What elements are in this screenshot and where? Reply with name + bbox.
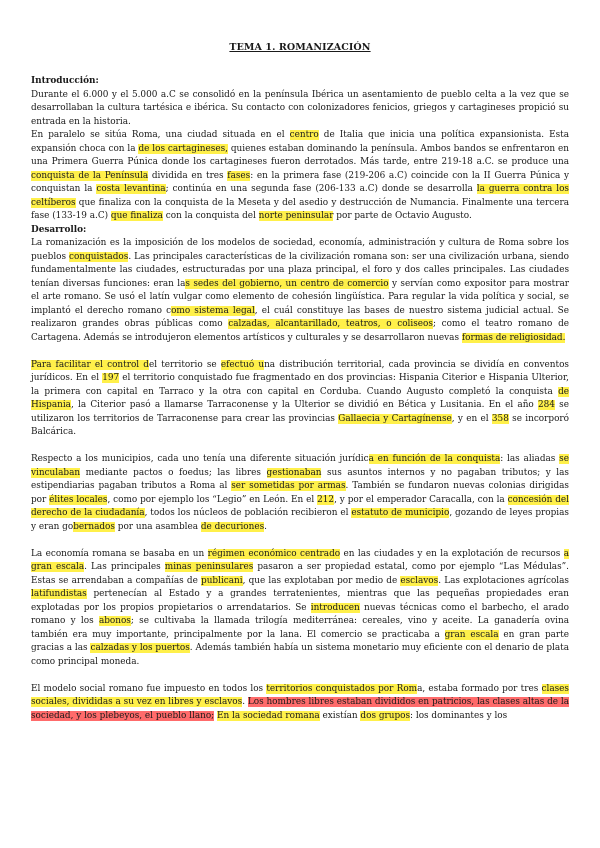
highlight-yellow: fases xyxy=(227,170,251,181)
document-body xyxy=(31,75,569,723)
highlight-yellow: esclavos xyxy=(400,575,439,586)
paragraph xyxy=(31,683,569,724)
paragraph xyxy=(31,453,569,534)
text-run: dividida en tres xyxy=(148,170,228,181)
text-run: quienes estaban dominando la península. Ambos bandos se enfrentaron en una Primera Guerra Púnica donde los cartagineses fueron derrotados. Más tarde, entre 219-18 a.C. se produce una xyxy=(31,143,569,167)
highlight-yellow: 284 xyxy=(538,400,555,410)
text-run: : las aliadas xyxy=(500,454,560,464)
highlight-yellow: calzadas y los puertos xyxy=(90,643,190,653)
highlight-yellow: concesión del derecho de la ciudadanía xyxy=(31,494,569,518)
highlight-yellow: formas de religiosidad. xyxy=(461,332,566,343)
text-run: , todos los núcleos de población recibieron el xyxy=(144,508,352,518)
paragraph xyxy=(31,359,569,440)
highlight-yellow: a gran escala xyxy=(31,548,569,572)
highlight-yellow: clases sociales, divididas a su vez en libres y esclavos xyxy=(31,683,569,707)
text-run: con la conquista del xyxy=(162,211,259,221)
highlight-yellow: ser sometidas por armas xyxy=(231,481,346,491)
text-run: que finaliza con la conquista de la Meseta y del asedio y destrucción de Numancia. Finalmente una tercera fase (133-19 a.C) xyxy=(31,197,569,221)
text-run: existían xyxy=(319,710,361,721)
highlight-yellow: efectuó u xyxy=(220,359,265,370)
highlight-yellow: costa levantina xyxy=(96,184,166,194)
paragraph-spacer xyxy=(31,669,569,683)
text-run: , y por el emperador Caracalla, con la xyxy=(334,494,508,505)
text-run: Respecto a los municipios, cada uno tenía una diferente situación jurídic xyxy=(31,454,369,464)
text-run: , que las explotaban por medio de xyxy=(242,575,401,586)
highlight-yellow: 212 xyxy=(317,494,335,505)
highlight-yellow: la guerra contra los celtíberos xyxy=(31,184,569,208)
highlight-yellow: 358 xyxy=(491,413,509,424)
highlight-yellow: gran escala xyxy=(444,629,499,640)
highlight-yellow: s sedes del gobierno, un centro de comercio xyxy=(185,278,389,289)
text-run: La economía romana se basaba en un xyxy=(31,548,208,559)
highlight-red: Los hombres libres estaban divididos en patricios, las clases altas de la sociedad, y los plebeyos, el pueblo llano; xyxy=(31,697,569,721)
text-run: En paralelo se sitúa Roma, una ciudad situada en el xyxy=(31,130,290,140)
highlight-yellow: omo sistema legal xyxy=(171,305,255,316)
highlight-yellow: Para facilitar el control d xyxy=(31,359,149,370)
text-run: . Además también había un sistema monetario muy eficiente con el denario de plata como principal moneda. xyxy=(31,643,570,667)
highlight-yellow: de los cartagineses, xyxy=(138,143,228,154)
highlight-yellow: régimen económico centrado xyxy=(207,548,341,559)
paragraph-spacer xyxy=(31,345,569,359)
text-run: pertenecían al Estado y a grandes terratenientes, mientras que las pequeñas propiedades eran explotadas por los propios propietarios o arrendatarios. Se xyxy=(31,589,569,613)
page-title: TEMA 1. ROMANIZACIÓN xyxy=(229,42,371,53)
text-run: el territorio conquistado fue fragmentado en dos provincias: Hispania Citerior e Hispania Ulterior, la primera con capital en Tarraco y la otra con capital en Corduba. Cuando Augusto completó la conquista xyxy=(31,373,569,397)
paragraph xyxy=(31,89,569,130)
text-run: , y en el xyxy=(451,413,492,424)
text-run: . También se fundaron nuevas colonias dirigidas por xyxy=(31,481,569,505)
text-run: pasaron a ser propiedad estatal, como por ejemplo “Las Médulas”. Estas se arrendaban a compañías de xyxy=(31,562,569,586)
text-run: el territorio se xyxy=(148,359,221,370)
text-run: , la Citerior pasó a llamarse Tarraconense y la Ulterior se dividió en Bética y Lusitania. En el año xyxy=(70,400,538,410)
text-run: na distribución territorial, cada provincia se dividía en conventos jurídicos. En el xyxy=(31,359,569,383)
highlight-yellow: introducen xyxy=(310,602,360,613)
highlight-yellow: que finaliza xyxy=(110,211,163,221)
text-run: , como por ejemplo los “Legio” en León. En el xyxy=(107,494,318,505)
highlight-yellow: gestionaban xyxy=(266,467,322,478)
text-run: por una asamblea xyxy=(114,521,201,532)
highlight-yellow: publicani xyxy=(201,575,243,586)
text-run: ; se cultivaba la llamada trilogía mediterránea: cereales, vino y aceite. La ganadería ovina también era muy importante, principalmente por la lana. El comercio se practicaba a xyxy=(31,616,569,640)
text-run: se utilizaron los territorios de Tarraconense para crear las provincias xyxy=(31,400,569,424)
text-run: se incorporó Balcárica. xyxy=(31,413,569,437)
text-run: por parte de Octavio Augusto. xyxy=(333,211,472,221)
paragraph xyxy=(31,237,569,345)
text-run: El modelo social romano fue impuesto en todos los xyxy=(31,683,267,694)
section-heading: Introducción: xyxy=(31,76,99,86)
text-run: . Las principales xyxy=(84,562,165,572)
text-run: de Italia que inicia una política expansionista. Esta expansión choca con la xyxy=(31,130,569,154)
paragraph-spacer xyxy=(31,440,569,454)
text-run: y servían como expositor para mostrar el arte romano. Se usó el latín vulgar como elemento de cohesión lingüística. Para regular la vida política y social, se implantó el derecho romano c xyxy=(31,278,569,316)
highlight-yellow: de Hispania xyxy=(31,386,569,410)
highlight-yellow: territorios conquistados por Rom xyxy=(266,683,418,694)
highlight-yellow: conquistados xyxy=(69,251,129,262)
text-run: La romanización es la imposición de los modelos de sociedad, economía, administración y cultura de Roma sobre los pueblos xyxy=(31,238,569,262)
highlight-yellow: Gallaecia y Cartagínense xyxy=(338,413,452,424)
section-heading: Desarrollo: xyxy=(31,224,87,235)
highlight-yellow: norte peninsular xyxy=(258,211,334,221)
text-run: a, estaba formado por tres xyxy=(417,683,542,694)
text-run: mediante pactos o foedus; las libres xyxy=(80,467,267,478)
highlight-yellow: latifundistas xyxy=(31,589,87,599)
paragraph-spacer xyxy=(31,534,569,548)
text-run: ; continúa en una segunda fase (206-133 a.C) donde se desarrolla xyxy=(165,184,477,194)
paragraph xyxy=(31,548,569,670)
text-run: : en la primera fase (219-206 a.C) coincide con la II Guerra Púnica y conquistan la xyxy=(31,170,570,194)
text-run: nuevas técnicas como el barbecho, el arado romano y los xyxy=(31,602,569,626)
text-run: sus asuntos internos y no pagaban tributos; y las estipendiarias pagaban tributos a Roma al xyxy=(31,467,569,491)
text-run: en las ciudades y en la explotación de recursos xyxy=(340,548,564,559)
paragraph xyxy=(31,129,569,224)
text-run: . xyxy=(264,521,267,532)
highlight-yellow: centro xyxy=(289,130,319,140)
highlight-yellow: élites locales xyxy=(49,494,108,505)
highlight-yellow: calzadas, alcantarillado, teatros, o coliseos xyxy=(228,319,433,329)
highlight-yellow: minas peninsulares xyxy=(164,562,254,572)
text-run: : los dominantes y los xyxy=(410,710,508,721)
text-run: , el cuál constituye las bases de nuestro sistema judicial actual. Se realizaron grandes obras públicas como xyxy=(31,305,569,329)
highlight-yellow: de decuriones xyxy=(200,521,265,532)
highlight-yellow: 197 xyxy=(102,373,120,383)
text-run: . xyxy=(242,697,248,707)
highlight-yellow: bernados xyxy=(73,521,115,532)
text-run: ; como el teatro romano de Cartagena. Además se introdujeron elementos artísticos y culturales y se desarrollaron nuevas xyxy=(31,319,570,343)
highlight-yellow: estatuto de municipio xyxy=(351,508,450,518)
highlight-yellow: a en función de la conquista xyxy=(368,454,501,464)
text-run: . Las explotaciones agrícolas xyxy=(438,575,569,586)
highlight-yellow: se vinculaban xyxy=(31,454,569,478)
text-run: Durante el 6.000 y el 5.000 a.C se consolidó en la península Ibérica un asentamiento de pueblo celta a la vez que se desarrollaban la cultura tartésica e ibérica. Su contacto con colonizadores fenicios, griegos y cartagineses propició su entrada en la historia. xyxy=(31,89,569,127)
text-run: en gran parte gracias a las xyxy=(31,629,569,653)
highlight-yellow: abonos xyxy=(98,616,131,626)
highlight-yellow: dos grupos xyxy=(360,710,411,721)
text-run: . Las principales características de la civilización romana son: ser una civilización urbana, siendo fundamentalmente las ciudades, estructuradas por una plaza principal, el foro y dos calles principales. Las ciudades tenían diversas funciones: eran la xyxy=(31,251,570,289)
highlight-yellow: En la sociedad romana xyxy=(217,710,320,721)
highlight-yellow: conquista de la Península xyxy=(31,170,149,181)
text-run: , gozando de leyes propias y eran go xyxy=(31,508,569,532)
